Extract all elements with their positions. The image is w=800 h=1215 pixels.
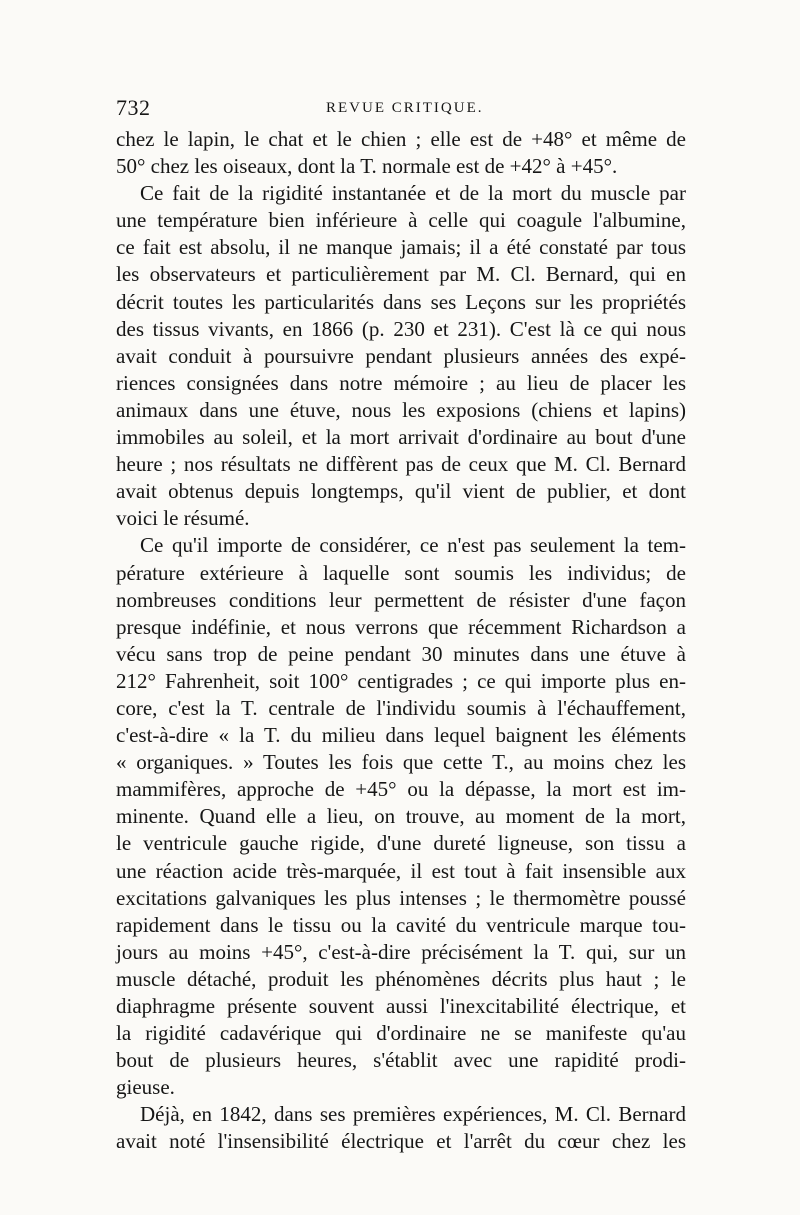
text-line: vécu sans trop de peine pendant 30 minutes dans une étuve à — [116, 641, 686, 666]
text-line: pérature extérieure à laquelle sont soumis les individus; de — [116, 560, 686, 585]
body-text — [116, 126, 686, 1156]
text-line: riences consignées dans notre mémoire ; au lieu de placer les — [116, 370, 686, 395]
text-line: nombreuses conditions leur permettent de résister d'une façon — [116, 587, 686, 612]
running-title: REVUE CRITIQUE. — [326, 100, 484, 116]
text-line: des tissus vivants, en 1866 (p. 230 et 231). C'est là ce qui nous — [116, 316, 686, 341]
text-line: c'est-à-dire « la T. du milieu dans lequel baignent les éléments — [116, 723, 686, 748]
text-line: voici le résumé. — [116, 506, 250, 531]
text-line: Ce fait de la rigidité instantanée et de la mort du muscle par — [140, 181, 686, 206]
text-line: une réaction acide très-marquée, il est tout à fait insensible aux — [116, 858, 686, 883]
text-line: animaux dans une étuve, nous les exposions (chiens et lapins) — [116, 397, 686, 422]
text-line: presque indéfinie, et nous verrons que récemment Richardson a — [116, 614, 686, 639]
text-line: une température bien inférieure à celle qui coagule l'albumine, — [116, 208, 686, 233]
text-line: core, c'est la T. centrale de l'individu soumis à l'échauffement, — [116, 695, 686, 720]
text-line: diaphragme présente souvent aussi l'inexcitabilité électrique, et — [116, 994, 686, 1018]
text-line: Déjà, en 1842, dans ses premières expériences, M. Cl. Bernard — [140, 1102, 686, 1127]
text-line: « organiques. » Toutes les fois que cette T., au moins chez les — [116, 750, 686, 775]
running-header — [116, 96, 686, 120]
text-line: le ventricule gauche rigide, d'une dureté ligneuse, son tissu a — [116, 831, 686, 856]
text-line: jours au moins +45°, c'est-à-dire précisément la T. qui, sur un — [116, 939, 686, 964]
text-line: bout de plusieurs heures, s'établit avec une rapidité prodi- — [116, 1048, 686, 1073]
text-line: rapidement dans le tissu ou la cavité du ventricule marque tou- — [116, 912, 686, 937]
text-line: Ce qu'il importe de considérer, ce n'est pas seulement la tem- — [140, 533, 686, 558]
text-line: muscle détaché, produit les phénomènes décrits plus haut ; le — [116, 966, 686, 991]
text-line: immobiles au soleil, et la mort arrivait d'ordinaire au bout d'une — [116, 425, 686, 450]
text-line: ce fait est absolu, il ne manque jamais; il a été constaté par tous — [116, 235, 686, 260]
text-line: avait noté l'insensibilité électrique et l'arrêt du cœur chez les — [116, 1129, 686, 1154]
text-line: heure ; nos résultats ne diffèrent pas de ceux que M. Cl. Bernard — [116, 452, 686, 477]
text-line: 212° Fahrenheit, soit 100° centigrades ; ce qui importe plus en- — [116, 668, 686, 693]
page-number: 732 — [116, 95, 151, 120]
text-line: chez le lapin, le chat et le chien ; elle est de +48° et même de — [116, 127, 686, 151]
text-line: avait obtenus depuis longtemps, qu'il vient de publier, et dont — [116, 479, 686, 504]
text-line: décrit toutes les particularités dans ses Leçons sur les propriétés — [116, 289, 686, 314]
text-line: gieuse. — [116, 1075, 175, 1100]
text-line: minente. Quand elle a lieu, on trouve, au moment de la mort, — [116, 804, 686, 829]
text-line: excitations galvaniques les plus intenses ; le thermomètre poussé — [116, 885, 686, 910]
text-line: les observateurs et particulièrement par M. Cl. Bernard, qui en — [116, 262, 686, 287]
text-line: la rigidité cadavérique qui d'ordinaire ne se manifeste qu'au — [116, 1021, 686, 1046]
text-line: 50° chez les oiseaux, dont la T. normale est de +42° à +45°. — [116, 154, 618, 179]
text-line: mammifères, approche de +45° ou la dépasse, la mort est im- — [116, 777, 686, 802]
text-line: avait conduit à poursuivre pendant plusieurs années des expé- — [116, 343, 686, 368]
